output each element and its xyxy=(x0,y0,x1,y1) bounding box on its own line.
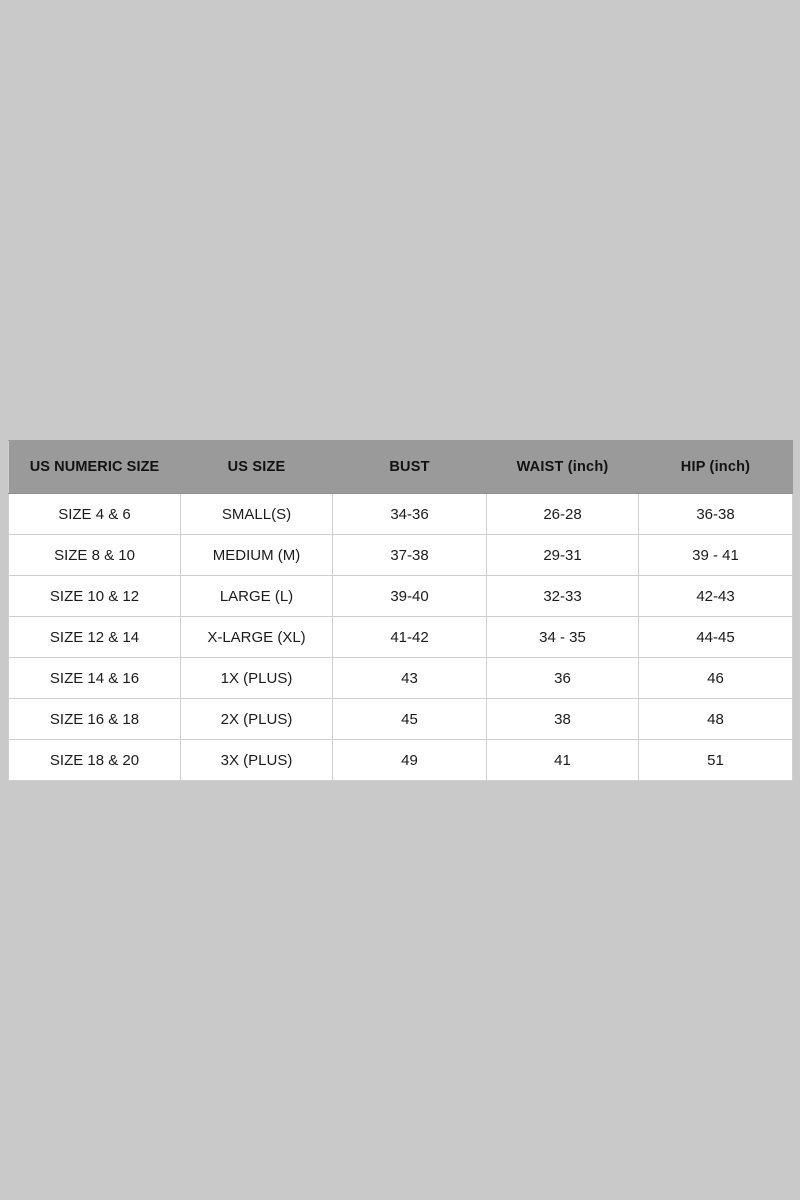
cell-us-numeric-size: SIZE 14 & 16 xyxy=(9,658,181,699)
cell-waist: 36 xyxy=(487,658,639,699)
table-row xyxy=(9,658,793,699)
table-header xyxy=(9,441,793,494)
cell-us-size: LARGE (L) xyxy=(181,576,333,617)
cell-bust: 43 xyxy=(333,658,487,699)
size-chart-container xyxy=(8,440,792,781)
cell-hip: 48 xyxy=(639,699,793,740)
cell-us-size: X-LARGE (XL) xyxy=(181,617,333,658)
cell-hip: 39 - 41 xyxy=(639,535,793,576)
table-row xyxy=(9,740,793,781)
cell-waist: 32-33 xyxy=(487,576,639,617)
cell-us-size: 2X (PLUS) xyxy=(181,699,333,740)
cell-hip: 46 xyxy=(639,658,793,699)
column-header-us-numeric-size: US NUMERIC SIZE xyxy=(9,441,181,494)
cell-waist: 34 - 35 xyxy=(487,617,639,658)
cell-hip: 51 xyxy=(639,740,793,781)
table-row xyxy=(9,535,793,576)
table-row xyxy=(9,494,793,535)
cell-bust: 41-42 xyxy=(333,617,487,658)
cell-us-numeric-size: SIZE 12 & 14 xyxy=(9,617,181,658)
cell-us-numeric-size: SIZE 16 & 18 xyxy=(9,699,181,740)
table-row xyxy=(9,617,793,658)
cell-hip: 36-38 xyxy=(639,494,793,535)
cell-us-numeric-size: SIZE 10 & 12 xyxy=(9,576,181,617)
cell-waist: 29-31 xyxy=(487,535,639,576)
cell-us-numeric-size: SIZE 8 & 10 xyxy=(9,535,181,576)
column-header-us-size: US SIZE xyxy=(181,441,333,494)
cell-us-size: 3X (PLUS) xyxy=(181,740,333,781)
cell-hip: 42-43 xyxy=(639,576,793,617)
cell-us-numeric-size: SIZE 18 & 20 xyxy=(9,740,181,781)
column-header-waist: WAIST (inch) xyxy=(487,441,639,494)
cell-us-numeric-size: SIZE 4 & 6 xyxy=(9,494,181,535)
column-header-hip: HIP (inch) xyxy=(639,441,793,494)
table-header-row xyxy=(9,441,793,494)
cell-us-size: 1X (PLUS) xyxy=(181,658,333,699)
cell-bust: 39-40 xyxy=(333,576,487,617)
cell-bust: 37-38 xyxy=(333,535,487,576)
cell-waist: 38 xyxy=(487,699,639,740)
table-body xyxy=(9,494,793,781)
cell-bust: 45 xyxy=(333,699,487,740)
cell-us-size: SMALL(S) xyxy=(181,494,333,535)
cell-us-size: MEDIUM (M) xyxy=(181,535,333,576)
table-row xyxy=(9,576,793,617)
cell-waist: 26-28 xyxy=(487,494,639,535)
column-header-bust: BUST xyxy=(333,441,487,494)
size-chart-table xyxy=(8,440,793,781)
cell-hip: 44-45 xyxy=(639,617,793,658)
cell-waist: 41 xyxy=(487,740,639,781)
cell-bust: 49 xyxy=(333,740,487,781)
table-row xyxy=(9,699,793,740)
cell-bust: 34-36 xyxy=(333,494,487,535)
